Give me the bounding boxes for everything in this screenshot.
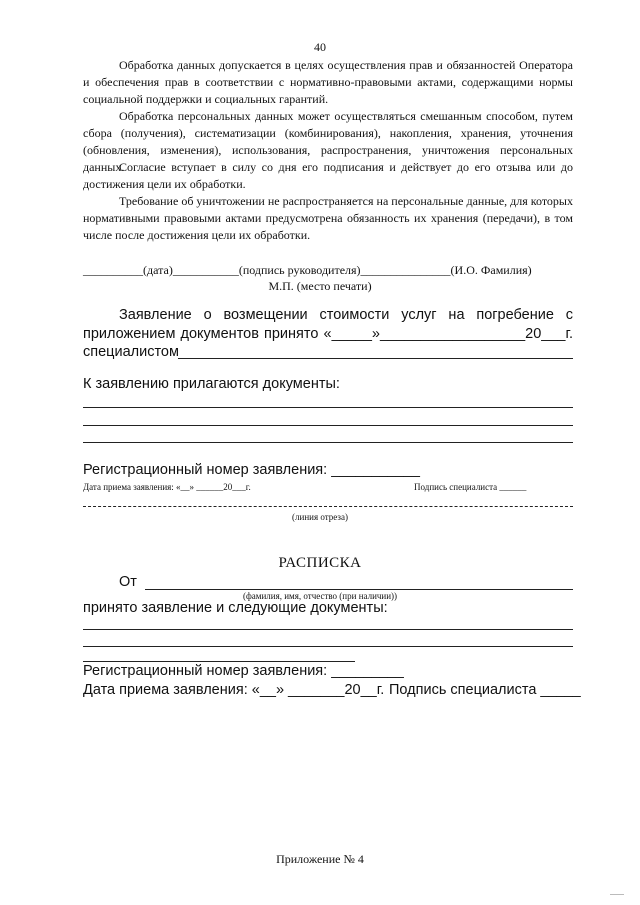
paragraph-processing-purpose: Обработка данных допускается в целях осуществления прав и обязанностей Оператора и обеспечения прав в соответствии с нормативно-правовыми актами, содержащими нормы социальной поддержки и социальных гарантий. [83,58,573,106]
stamp-note: М.П. (место печати) [268,279,372,293]
specialist-label: специалистом [83,344,179,360]
paragraph-processing-method: Обработка персональных данных может осуществляться смешанным способом, путем сбора (получения), систематизации (комбинирования), накопления, хранения, уточнения (обновления, изменения), использования, распространения, уничтожения персональных данных. [83,109,573,174]
signature-line: __________(дата)___________(подпись руководителя)_______________(И.О. Фамилия) [83,263,532,277]
receipt-title: РАСПИСКА [278,555,362,571]
reg-number-label: Регистрационный номер заявления: ___________ [83,462,420,478]
receipt-from-label: От [119,574,137,590]
receipt-date-label: Дата приема заявления: «__» _______20__г. [83,682,385,698]
receipt-documents-line-3[interactable] [83,661,355,662]
footer-appendix: Приложение № 4 [276,852,364,866]
receipt-reg-number-label: Регистрационный номер заявления: _________ [83,663,404,679]
documents-line-1[interactable] [83,407,573,408]
receipt-accepted-label: принято заявление и следующие документы: [83,600,388,616]
receipt-documents-line-1[interactable] [83,629,573,630]
page-corner-mark [610,894,624,895]
cut-line-label: (линия отреза) [292,512,348,522]
application-accepted-text: Заявление о возмещении стоимости услуг на погребение с приложением документов принято «_____»__________________20___г. [83,307,573,342]
receipt-date-small: Дата приема заявления: «__» ______20___г. [83,482,251,492]
documents-line-3[interactable] [83,442,573,443]
documents-label: К заявлению прилагаются документы: [83,376,340,392]
receipt-from-field[interactable] [145,589,573,590]
specialist-signature-small: Подпись специалиста ______ [414,482,527,492]
cut-line [83,506,573,507]
receipt-documents-line-2[interactable] [83,646,573,647]
specialist-name-field[interactable] [178,358,573,359]
receipt-from-hint: (фамилия, имя, отчество (при наличии)) [242,591,398,601]
paragraph-destruction-requirement: Требование об уничтожении не распространяется на персональные данные, для которых нормативными правовыми актами предусмотрена обязанность их хранения (передачи), в том числе после достижения цели их обработки. [83,194,573,242]
documents-line-2[interactable] [83,425,573,426]
page-number: 40 [314,40,326,54]
receipt-signature-label: Подпись специалиста _____ [389,682,581,698]
paragraph-consent-validity: Согласие вступает в силу со дня его подписания и действует до его отзыва или до достижения цели их обработки. [83,160,573,191]
